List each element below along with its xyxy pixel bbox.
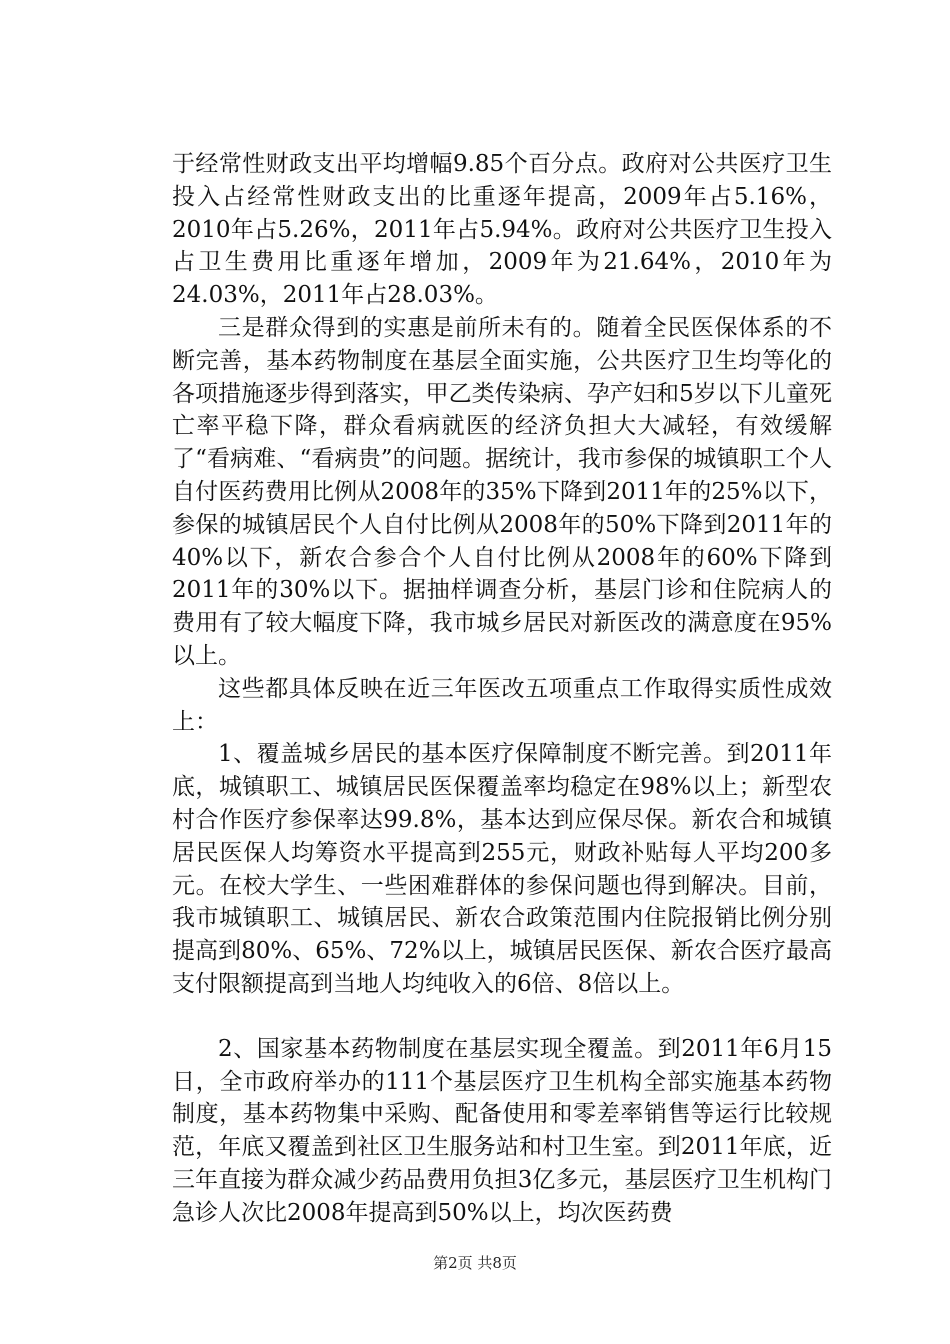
paragraph-5: 2、国家基本药物制度在基层实现全覆盖。到2011年6月15日，全市政府举办的111个基层医疗卫生机构全部实施基本药物制度，基本药物集中采购、配备使用和零差率销售等运行比较规范，年底又覆盖到社区卫生服务站和村卫生室。到2011年底，近三年直接为群众减少药品费用负担3亿多元，基层医疗卫生机构门急诊人次比2008年提高到50%以上，均次医药费 [172, 1035, 832, 1226]
paragraph-4: 1、覆盖城乡居民的基本医疗保障制度不断完善。到2011年底，城镇职工、城镇居民医保覆盖率均稳定在98%以上；新型农村合作医疗参保率达99.8%，基本达到应保尽保。新农合和城镇居民医保人均筹资水平提高到255元，财政补贴每人平均200多元。在校大学生、一些困难群体的参保问题也得到解决。目前，我市城镇职工、城镇居民、新农合政策范围内住院报销比例分别提高到80%、65%、72%以上，城镇居民医保、新农合医疗最高支付限额提高到当地人均纯收入的6倍、8倍以上。 [172, 741, 832, 997]
page-number-footer: 第2页 共8页 [433, 1254, 517, 1272]
document-body [172, 148, 832, 1230]
paragraph-1: 于经常性财政支出平均增幅9.85个百分点。政府对公共医疗卫生投入占经常性财政支出的比重逐年提高，2009年占5.16%，2010年占5.26%，2011年占5.94%。政府对公共医疗卫生投入占卫生费用比重逐年增加，2009年为21.64%，2010年为24.03%，2011年占28.03%。 [172, 151, 832, 309]
paragraph-3: 这些都具体反映在近三年医改五项重点工作取得实质性成效上： [172, 675, 832, 735]
paragraph-2: 三是群众得到的实惠是前所未有的。随着全民医保体系的不断完善，基本药物制度在基层全面实施，公共医疗卫生均等化的各项措施逐步得到落实，甲乙类传染病、孕产妇和5岁以下儿童死亡率平稳下降，群众看病就医的经济负担大大减轻，有效缓解了“看病难、“看病贵”的问题。据统计，我市参保的城镇职工个人自付医药费用比例从2008年的35%下降到2011年的25%以下，参保的城镇居民个人自付比例从2008年的50%下降到2011年的40%以下，新农合参合个人自付比例从2008年的60%下降到2011年的30%以下。据抽样调查分析，基层门诊和住院病人的费用有了较大幅度下降，我市城乡居民对新医改的满意度在95%以上。 [172, 314, 832, 669]
